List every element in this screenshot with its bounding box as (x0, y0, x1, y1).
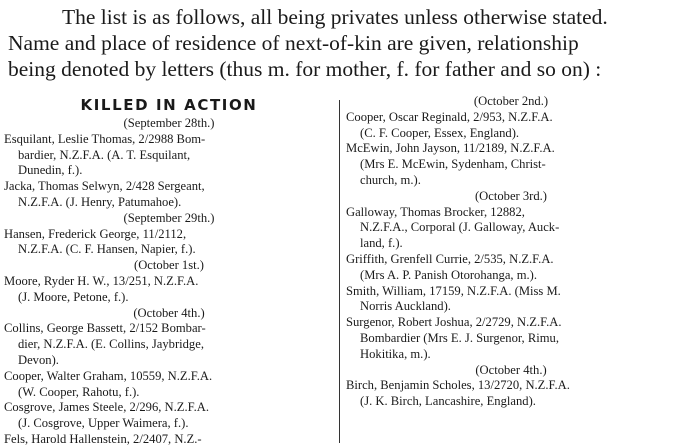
intro-line-3: being denoted by letters (thus m. for mother, f. for father and so on) : (8, 57, 602, 81)
casualty-entry (346, 205, 676, 252)
casualty-entry (346, 141, 676, 188)
intro-line-1: The list is as follows, all being privates unless otherwise stated. (62, 5, 608, 29)
casualty-entry (346, 110, 676, 142)
entry-line: Galloway, Thomas Brocker, 12882, (346, 204, 525, 219)
left-column (4, 94, 334, 448)
entry-line: land, f.). (360, 236, 403, 251)
entry-line: Moore, Ryder H. W., 13/251, N.Z.F.A. (4, 273, 199, 288)
entry-line: (C. F. Cooper, Essex, England). (360, 125, 520, 140)
entry-line: dier, N.Z.F.A. (E. Collins, Jaybridge, (18, 337, 204, 352)
date-heading: (September 28th.) (123, 116, 215, 130)
casualty-entry (4, 369, 334, 401)
entry-line: Griffith, Grenfell Currie, 2/535, N.Z.F.A. (346, 251, 554, 266)
entry-line: Surgenor, Robert Joshua, 2/2729, N.Z.F.A. (346, 315, 562, 330)
entry-line: Collins, George Bassett, 2/152 Bombar- (4, 321, 206, 336)
casualty-entry (346, 252, 676, 284)
entry-line: Devon). (18, 352, 59, 367)
date-heading: (October 3rd.) (474, 188, 548, 203)
entry-line: Smith, William, 17159, N.Z.F.A. (Miss M. (346, 283, 561, 298)
entry-line: Cosgrove, James Steele, 2/296, N.Z.F.A. (4, 400, 210, 415)
entry-line: N.Z.F.A. (J. Henry, Patumahoe). (18, 194, 182, 209)
entry-line: bardier, N.Z.F.A. (A. T. Esquilant, (18, 147, 191, 162)
date-heading: (October 4th.) (133, 305, 205, 320)
casualty-entry (346, 315, 676, 362)
entry-line: Norris Auckland). (360, 299, 451, 314)
entry-line: (W. Cooper, Rahotu, f.). (18, 384, 140, 399)
entry-line: (J. Cosgrove, Upper Waimera, f.). (18, 416, 189, 431)
casualty-entry (4, 400, 334, 432)
casualty-entry (4, 321, 334, 368)
right-column (346, 94, 676, 410)
entry-line: Dunedin, f.). (18, 163, 83, 178)
intro-line-2: Name and place of residence of next-of-kin are given, relationship (8, 31, 579, 55)
casualty-entry (4, 132, 334, 179)
entry-line: N.Z.F.A., Corporal (J. Galloway, Auck- (360, 220, 560, 235)
entry-line: Birch, Benjamin Scholes, 13/2720, N.Z.F.A. (346, 378, 570, 393)
casualty-entry (346, 284, 676, 316)
entry-line: Esquilant, Leslie Thomas, 2/2988 Bom- (4, 131, 206, 146)
entry-line: (Mrs A. P. Panish Otorohanga, m.). (360, 267, 538, 282)
date-heading: (October 4th.) (475, 362, 547, 377)
entry-line: church, m.). (360, 172, 421, 187)
section-heading: KILLED IN ACTION (80, 96, 258, 114)
entry-line: N.Z.F.A. (C. F. Hansen, Napier, f.). (18, 242, 196, 257)
date-heading: (September 29th.) (123, 210, 215, 225)
entry-line: Bombardier (Mrs E. J. Surgenor, Rimu, (360, 330, 559, 345)
entry-line: (Mrs E. McEwin, Sydenham, Christ- (360, 157, 546, 172)
entry-line: Jacka, Thomas Selwyn, 2/428 Sergeant, (4, 179, 205, 194)
casualty-entry (4, 274, 334, 306)
casualty-entry (346, 378, 676, 410)
intro-paragraph (8, 4, 676, 82)
entry-line: (J. K. Birch, Lancashire, England). (360, 394, 536, 409)
entry-line: Cooper, Oscar Reginald, 2/953, N.Z.F.A. (346, 109, 553, 124)
column-divider (339, 100, 340, 443)
entry-line: Hansen, Frederick George, 11/2112, (4, 226, 187, 241)
casualty-entry (4, 227, 334, 259)
date-heading: (October 1st.) (134, 258, 204, 273)
casualty-entry (4, 179, 334, 211)
entry-line: Cooper, Walter Graham, 10559, N.Z.F.A. (4, 368, 213, 383)
entry-line: Hokitika, m.). (360, 346, 431, 361)
entry-line: Fels, Harold Hallenstein, 2/2407, N.Z.- (4, 431, 202, 446)
date-heading: (October 2nd.) (473, 94, 549, 108)
entry-line: McEwin, John Jayson, 11/2189, N.Z.F.A. (346, 141, 555, 156)
entry-line: (J. Moore, Petone, f.). (18, 289, 129, 304)
casualty-entry (4, 432, 334, 448)
